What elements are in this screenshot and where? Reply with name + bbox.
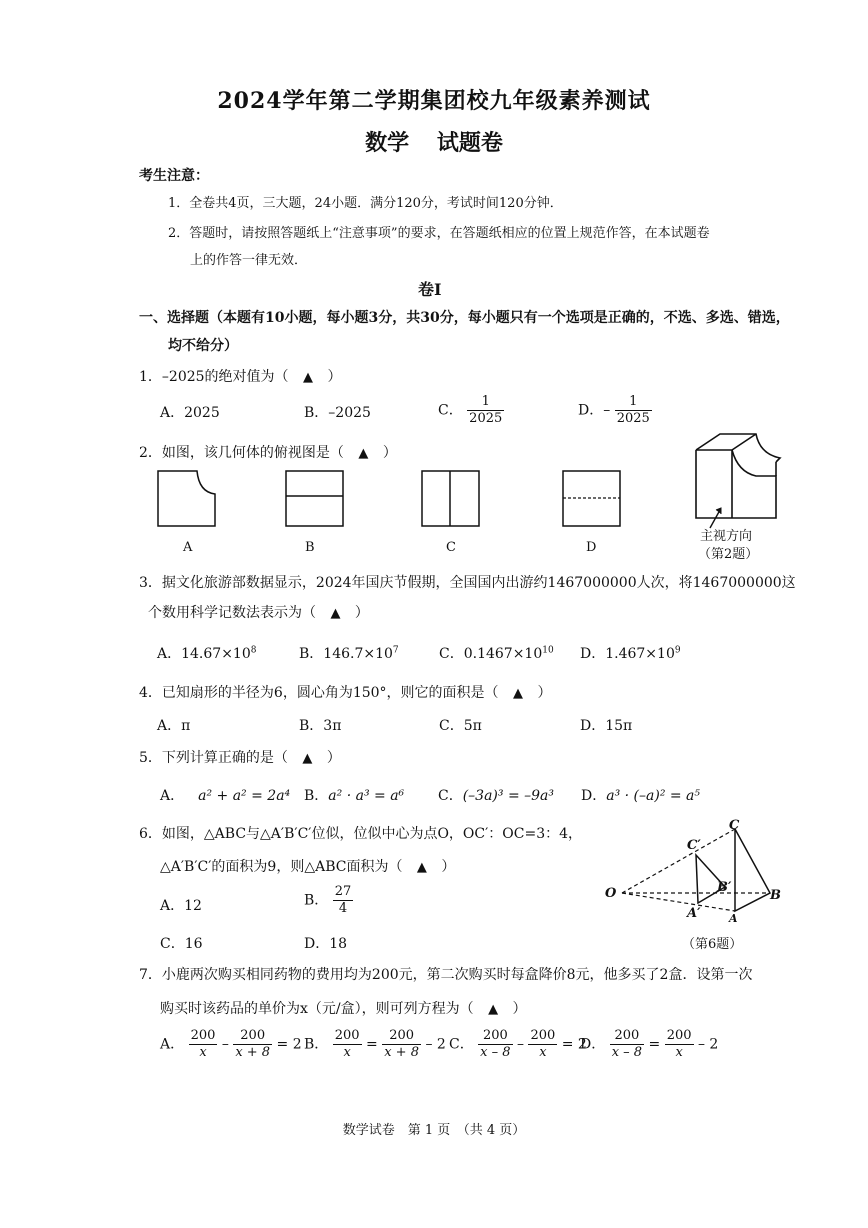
fraction-denominator: x + 8 — [384, 1045, 419, 1060]
notice-item-1: 1．全卷共4页，三大题，24小题．满分120分，考试时间120分钟． — [168, 196, 563, 211]
fraction — [478, 1028, 512, 1061]
q7-option-a-label: A． — [160, 1036, 185, 1053]
fraction — [333, 1028, 362, 1061]
q5-option-a-expr: a² + a² = 2a⁴ — [198, 788, 291, 804]
fraction-numerator: 200 — [666, 1028, 692, 1043]
q3-line2 — [148, 602, 369, 622]
fraction-denominator: x — [199, 1045, 207, 1060]
q1-stem-text: 1．–2025的绝对值为（ — [139, 369, 289, 385]
q2-figure-caption: （第2题） — [698, 547, 759, 562]
q1-option-a: A．2025 — [160, 405, 220, 421]
q6-point-c: C — [729, 818, 740, 833]
q1-stem-close: ） — [327, 369, 342, 385]
fraction — [382, 1028, 421, 1061]
q7-option-c — [449, 1028, 587, 1061]
q6-point-b-prime: B′ — [717, 880, 732, 895]
notice-heading: 考生注意： — [139, 168, 209, 184]
notice-item-2-line2: 上的作答一律无效． — [190, 253, 308, 268]
q4-stem-text: 4．已知扇形的半径为6，圆心角为150°，则它的面积是（ — [139, 685, 499, 701]
q4-stem-close: ） — [537, 685, 552, 701]
q7-line1: 7．小鹿两次购买相同药物的费用均为200元，第二次购买时每盒降价8元，他多买了2盒．设第一次 — [139, 967, 753, 983]
fraction-numerator: 200 — [233, 1028, 272, 1045]
q3-option-c-exp: 10 — [542, 645, 554, 656]
q6-option-b-fraction — [333, 884, 354, 917]
fraction-denominator: x – 8 — [611, 1045, 643, 1060]
q3-option-b-exp: 7 — [392, 645, 399, 656]
fraction-denominator: 4 — [338, 901, 348, 916]
q5-stem-close: ） — [326, 750, 341, 766]
q6-option-c: C．16 — [160, 936, 203, 952]
q6-point-o: O — [605, 886, 617, 901]
q5-stem-text: 5．下列计算正确的是（ — [139, 750, 288, 766]
q2-stem-close: ） — [382, 445, 397, 461]
q6-option-a: A．12 — [160, 898, 202, 914]
q2-option-d-figure — [562, 470, 622, 528]
paper-label: 试题卷 — [436, 130, 503, 156]
fraction — [528, 1028, 557, 1061]
exam-subtitle — [0, 126, 868, 157]
q6-point-a-prime: A′ — [687, 906, 701, 921]
operator: = 2 — [561, 1036, 587, 1053]
fraction-numerator: 27 — [334, 884, 352, 899]
q6-line2-text: △A′B′C′的面积为9，则△ABC面积为（ — [160, 859, 403, 875]
q3-option-c — [439, 643, 554, 663]
fraction — [233, 1028, 272, 1061]
q2-option-a-figure — [157, 470, 217, 528]
q7-option-c-label: C． — [449, 1036, 474, 1053]
fraction-numerator: 1 — [615, 394, 652, 411]
q6-point-c-prime: C′ — [687, 838, 701, 853]
q1-option-c-fraction — [467, 394, 504, 427]
q3-stem-close: ） — [354, 605, 369, 621]
q3-option-d-exp: 9 — [674, 645, 681, 656]
q4-stem — [139, 682, 551, 702]
volume-label: 卷Ⅰ — [418, 280, 442, 299]
q6-point-a: A — [729, 912, 738, 925]
q4-option-a: A．π — [157, 718, 191, 734]
fraction-denominator: x — [539, 1045, 547, 1060]
answer-marker: ▲ — [513, 686, 523, 701]
fraction-denominator: x — [675, 1045, 683, 1060]
q3-option-b — [299, 643, 399, 663]
fraction — [610, 1028, 644, 1061]
q2-view-direction-label: 主视方向 — [700, 529, 753, 544]
fraction-numerator: 200 — [478, 1028, 512, 1045]
q2-option-a-label: A — [183, 540, 193, 555]
answer-marker: ▲ — [330, 606, 341, 621]
operator: = 2 — [276, 1036, 302, 1053]
q3-line2-text: 个数用科学记数法表示为（ — [148, 605, 316, 621]
q5-option-c-expr: (–3a)³ = –9a³ — [462, 788, 555, 804]
q7-stem-close: ） — [512, 1001, 527, 1017]
q3-option-d-text: D．1.467×10 — [580, 646, 675, 662]
q4-option-c: C．5π — [439, 718, 482, 734]
q6-point-b: B — [770, 888, 781, 903]
fraction-numerator: 200 — [610, 1028, 644, 1045]
q2-option-d-label: D — [586, 540, 597, 555]
q5-option-a — [160, 785, 290, 805]
answer-marker: ▲ — [416, 860, 427, 875]
q4-option-d: D．15π — [580, 718, 633, 734]
operator: = — [366, 1036, 378, 1053]
q1-option-c — [438, 394, 504, 427]
fraction-denominator: x — [343, 1045, 351, 1060]
q7-line2 — [160, 998, 527, 1018]
q6-figure-caption: （第6题） — [682, 937, 743, 952]
q5-option-a-label: A． — [160, 788, 185, 804]
q5-option-d-expr: a³ · (–a)² = a⁵ — [606, 788, 701, 804]
operator: – — [221, 1036, 229, 1053]
fraction-denominator: 2025 — [469, 411, 503, 426]
fraction-numerator: 200 — [334, 1028, 360, 1043]
operator: – 2 — [697, 1036, 719, 1053]
section1-line2: 均不给分） — [168, 338, 238, 354]
notice-item-2-line1: 2．答题时，请按照答题纸上“注意事项”的要求，在答题纸相应的位置上规范作答，在本试题卷 — [168, 226, 710, 241]
q3-line1: 3．据文化旅游部数据显示，2024年国庆节假期，全国国内出游约1467000000人次，将1467000000这 — [139, 575, 796, 591]
q3-option-d — [580, 643, 681, 663]
q7-line2-text: 购买时该药品的单价为x（元/盒），则可列方程为（ — [160, 1001, 474, 1017]
q6-option-b-label: B． — [304, 892, 329, 909]
q5-option-b-label: B． — [304, 788, 329, 804]
q2-stem-text: 2．如图，该几何体的俯视图是（ — [139, 445, 344, 461]
q3-option-a-text: A．14.67×10 — [157, 646, 251, 662]
fraction-numerator: 200 — [190, 1028, 216, 1043]
fraction-numerator: 200 — [382, 1028, 421, 1045]
section1-line1: 一、选择题（本题有10小题，每小题3分，共30分，每小题只有一个选项是正确的，不选、多选、错选， — [139, 310, 790, 326]
exam-title: 2024学年第二学期集团校九年级素养测试 — [217, 88, 651, 114]
q1-option-d — [578, 394, 652, 427]
fraction — [189, 1028, 218, 1061]
answer-marker: ▲ — [358, 446, 369, 461]
operator: – 2 — [425, 1036, 446, 1053]
q7-option-b — [304, 1028, 446, 1061]
q2-option-c-label: C — [446, 540, 456, 555]
fraction — [665, 1028, 694, 1061]
q1-option-d-label: D．– — [578, 402, 611, 419]
q1-option-c-label: C． — [438, 402, 463, 419]
q7-option-d-label: D． — [580, 1036, 606, 1053]
q3-option-a — [157, 643, 256, 663]
fraction-numerator: 200 — [530, 1028, 556, 1043]
answer-marker: ▲ — [303, 370, 313, 385]
q7-option-b-label: B． — [304, 1036, 329, 1053]
q1-option-b: B．–2025 — [304, 405, 371, 421]
operator: = — [648, 1036, 661, 1053]
q5-option-b — [304, 785, 404, 805]
q3-option-b-text: B．146.7×10 — [299, 646, 393, 662]
q5-option-b-expr: a² · a³ = a⁶ — [328, 788, 405, 804]
q1-option-d-fraction — [615, 394, 652, 427]
q6-option-b — [304, 884, 353, 917]
q5-option-c-label: C． — [438, 788, 463, 804]
q5-option-d-label: D． — [581, 788, 607, 804]
q7-option-d — [580, 1028, 718, 1061]
q5-option-d — [581, 785, 700, 805]
q3-option-a-exp: 8 — [250, 645, 257, 656]
q2-stem — [139, 442, 397, 462]
q4-option-b: B．3π — [299, 718, 342, 734]
answer-marker: ▲ — [302, 751, 313, 766]
page-footer: 数学试卷 第 1 页 （共 4 页） — [342, 1123, 526, 1138]
q5-option-c — [438, 785, 554, 805]
q6-option-d: D．18 — [304, 936, 348, 952]
operator: – — [517, 1036, 524, 1053]
fraction-denominator: x + 8 — [235, 1045, 271, 1060]
q2-option-c-figure — [421, 470, 481, 528]
subject-label: 数学 — [365, 130, 410, 156]
q3-option-c-text: C．0.1467×10 — [439, 646, 543, 662]
q6-line1: 6．如图，△ABC与△A′B′C′位似，位似中心为点O，OC′：OC=3：4， — [139, 826, 583, 842]
q2-option-b-figure — [285, 470, 345, 528]
q6-stem-close: ） — [441, 859, 456, 875]
q5-stem — [139, 747, 341, 767]
q7-option-a — [160, 1028, 302, 1061]
fraction-denominator: 2025 — [616, 411, 650, 426]
q6-line2 — [160, 856, 455, 876]
answer-marker: ▲ — [488, 1002, 499, 1017]
fraction-denominator: x – 8 — [480, 1045, 511, 1060]
fraction-numerator: 1 — [467, 394, 504, 411]
q1-stem — [139, 366, 341, 386]
q2-solid-figure — [690, 432, 785, 522]
q2-option-b-label: B — [305, 540, 315, 555]
